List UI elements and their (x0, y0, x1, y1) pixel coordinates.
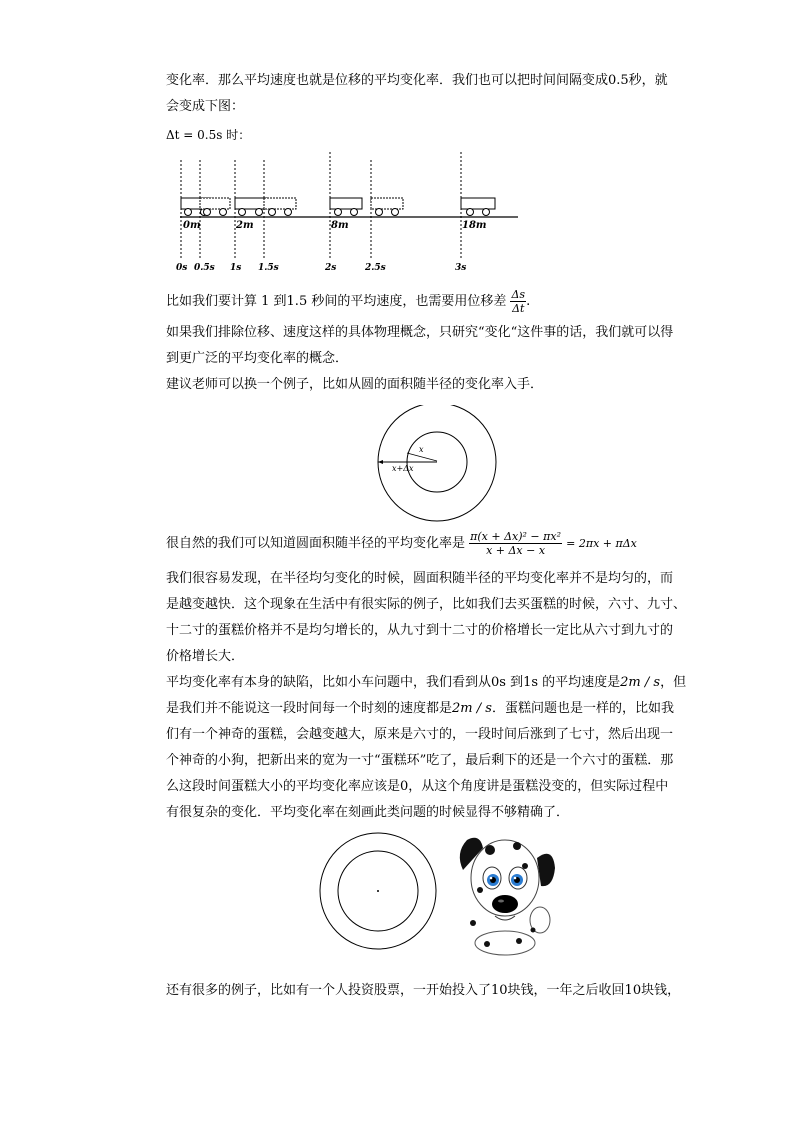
time-label: 1s (230, 263, 242, 273)
label-x-plus-dx: x+Δx (392, 464, 414, 473)
label-x: x (419, 445, 424, 454)
paragraph-line: 建议老师可以换一个例子，比如从圆的面积随半径的变化率入手． (166, 377, 544, 392)
car-displacement-figure (166, 150, 526, 280)
paragraph-line: 平均变化率有本身的缺陷，比如小车问题中，我们看到从0s 到1s 的平均速度是2m / s，但 (166, 675, 687, 690)
paragraph-line: 还有很多的例子，比如有一个人投资股票，一开始投入了10块钱，一年之后收回10块钱， (166, 983, 681, 998)
car-icon (461, 198, 495, 216)
position-label: 2m (236, 220, 254, 231)
paragraph-line: 变化率．那么平均速度也就是位移的平均变化率．我们也可以把时间间隔变成0.5秒，就 (166, 73, 668, 88)
position-label: 0m (183, 220, 201, 231)
circle-radius-figure (372, 405, 502, 525)
dalmatian-puppy-icon (445, 828, 565, 958)
paragraph-line: 到更广泛的平均变化率的概念． (166, 351, 349, 366)
cake-circles-figure (315, 832, 445, 954)
paragraph-line: 十二寸的蛋糕价格并不是均匀增长的，从九寸到十二寸的价格增长一定比从六寸到九寸的 (166, 623, 674, 638)
radius-line (407, 453, 437, 461)
car-icon (200, 198, 230, 216)
time-label: 0s (176, 263, 188, 273)
car-icon (264, 198, 296, 216)
car-icon (235, 198, 267, 216)
time-label: 1.5s (258, 263, 279, 273)
arrow-head-icon (378, 460, 383, 464)
paragraph-line: 如果我们排除位移、速度这样的具体物理概念，只研究“变化“这件事的话，我们就可以得 (166, 325, 674, 340)
outer-circle (378, 405, 496, 521)
time-label: 2s (325, 263, 337, 273)
paragraph-line: 个神奇的小狗，把新出来的宽为一寸“蛋糕环”吃了，最后剩下的还是一个六寸的蛋糕．那 (166, 753, 674, 768)
time-label: 0.5s (194, 263, 215, 273)
paragraph-line: 价格增长大． (166, 649, 245, 664)
paragraph-line: 很自然的我们可以知道圆面积随半径的平均变化率是 $\frac{\text{π(x + Δx)² − πx²}}{x + \Delta x - x}$ = 2πx + πΔx (166, 530, 637, 557)
car-icon (330, 198, 362, 216)
fraction-ds-dt: $\frac{\Delta s}{\Delta t}$ (511, 288, 526, 315)
center-dot (377, 890, 379, 892)
delta-t-label: Δt = 0.5s 时： (166, 128, 251, 142)
car-icon (371, 198, 403, 216)
fraction-area-rate: $\frac{\text{π(x + Δx)² − πx²}}{x + \Delta x - x}$ (470, 530, 561, 557)
paragraph-line: 会变成下图： (166, 99, 245, 114)
paragraph-line: 是我们并不能说这一段时间每一个时刻的速度都是2m / s．蛋糕问题也是一样的，比如我 (166, 701, 674, 716)
position-label: 8m (331, 220, 349, 231)
paragraph-line: 们有一个神奇的蛋糕，会越变越大，原来是六寸的，一段时间后涨到了七寸，然后出现一 (166, 727, 674, 742)
position-label: 18m (462, 220, 487, 231)
paragraph-line: 比如我们要计算 1 到1.5 秒间的平均速度，也需要用位移差 $\frac{\Delta s}{\Delta t}$ . (166, 288, 531, 315)
paragraph-line: 么这段时间蛋糕大小的平均变化率应该是0，从这个角度讲是蛋糕没变的，但实际过程中 (166, 779, 669, 794)
paragraph-line: 我们很容易发现，在半径均匀变化的时候，圆面积随半径的平均变化率并不是均匀的，而 (166, 571, 674, 586)
paragraph-line: 是越变越快．这个现象在生活中有很实际的例子，比如我们去买蛋糕的时候，六寸、九寸、 (166, 597, 687, 612)
paragraph-line: 有很复杂的变化．平均变化率在刻画此类问题的时候显得不够精确了． (166, 805, 570, 820)
time-label: 2.5s (365, 263, 386, 273)
time-label: 3s (455, 263, 467, 273)
